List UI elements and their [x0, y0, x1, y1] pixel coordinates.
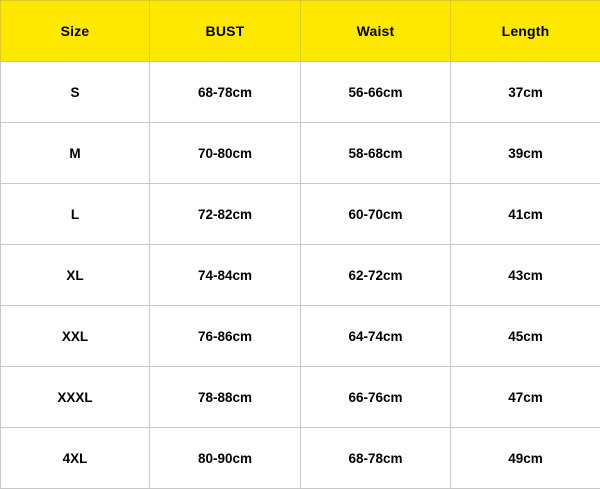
cell-length: 43cm	[451, 245, 600, 306]
cell-waist: 60-70cm	[301, 184, 451, 245]
cell-waist: 68-78cm	[301, 428, 451, 489]
table-row	[1, 367, 600, 428]
table-row	[1, 428, 600, 489]
cell-size: 4XL	[1, 428, 150, 489]
cell-bust: 80-90cm	[150, 428, 301, 489]
header-row	[1, 1, 600, 62]
cell-length: 41cm	[451, 184, 600, 245]
column-header-bust: BUST	[150, 1, 301, 62]
cell-waist: 62-72cm	[301, 245, 451, 306]
cell-size: XL	[1, 245, 150, 306]
cell-waist: 58-68cm	[301, 123, 451, 184]
cell-waist: 56-66cm	[301, 62, 451, 123]
cell-size: XXXL	[1, 367, 150, 428]
table-row	[1, 123, 600, 184]
cell-size: S	[1, 62, 150, 123]
cell-length: 39cm	[451, 123, 600, 184]
cell-bust: 78-88cm	[150, 367, 301, 428]
column-header-waist: Waist	[301, 1, 451, 62]
table-row	[1, 62, 600, 123]
table-body	[1, 62, 600, 489]
table-header	[1, 1, 600, 62]
cell-length: 47cm	[451, 367, 600, 428]
cell-size: M	[1, 123, 150, 184]
cell-bust: 72-82cm	[150, 184, 301, 245]
table-row	[1, 306, 600, 367]
cell-bust: 68-78cm	[150, 62, 301, 123]
cell-bust: 74-84cm	[150, 245, 301, 306]
table-row	[1, 245, 600, 306]
cell-size: L	[1, 184, 150, 245]
cell-length: 37cm	[451, 62, 600, 123]
column-header-size: Size	[1, 1, 150, 62]
table-row	[1, 184, 600, 245]
column-header-length: Length	[451, 1, 600, 62]
cell-waist: 64-74cm	[301, 306, 451, 367]
cell-bust: 76-86cm	[150, 306, 301, 367]
cell-length: 49cm	[451, 428, 600, 489]
cell-size: XXL	[1, 306, 150, 367]
cell-waist: 66-76cm	[301, 367, 451, 428]
cell-bust: 70-80cm	[150, 123, 301, 184]
cell-length: 45cm	[451, 306, 600, 367]
